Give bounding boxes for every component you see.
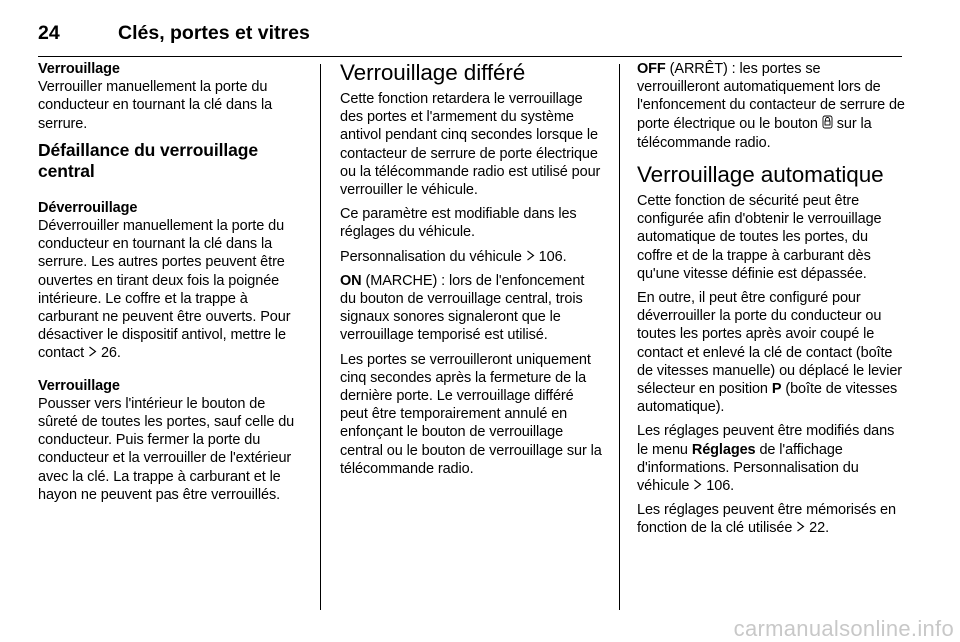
column-divider-2 — [619, 64, 620, 610]
header-rule — [38, 56, 902, 57]
paragraph: ON (MARCHE) : lors de l'enfoncement du bouton de verrouillage central, trois signaux sonores signaleront que le verrouillage temporisé est utilisé. — [340, 272, 585, 344]
paragraph: En outre, il peut être configuré pour déverrouiller la porte du conducteur ou toutes les portes après avoir coupé le contact et enlevé la clé de contact (boîte de vitesses manuelle) ou déplacé le levier sélecteur en position P (boîte de vitesses automatique). — [637, 290, 903, 416]
page-reference[interactable]: 106. — [538, 248, 567, 265]
column-3 — [637, 60, 905, 544]
page-header — [38, 18, 902, 48]
paragraph: OFF (ARRÊT) : les portes se verrouilleront automatiquement lors de l'enfoncement du contacteur de serrure de porte électrique ou le bouton sur la télécommande radio. — [637, 61, 905, 151]
lock-button-icon — [822, 115, 833, 134]
page-title: Clés, portes et vitres — [118, 22, 310, 44]
paragraph: Verrouiller manuellement la porte du conducteur en tournant la clé dans la serrure. — [38, 79, 273, 132]
page-number: 24 — [38, 22, 60, 44]
paragraph: Les portes se verrouilleront uniquement cinq secondes après la fermeture de la dernière porte. Le verrouillage différé peut être temporairement annulé en enfonçant le bouton de verrouillage central ou le bouton de verrouillage sur la télécommande radio. — [340, 351, 602, 477]
page-reference[interactable]: 26. — [100, 345, 121, 362]
gear-position-p: P — [771, 381, 782, 398]
paragraph: Ce paramètre est modifiable dans les réglages du véhicule. — [340, 206, 577, 241]
column-1 — [38, 60, 306, 510]
section-heading-delayed-locking: Verrouillage différé — [340, 60, 526, 85]
paragraph: Pousser vers l'intérieur le bouton de sûreté de toutes les portes, sauf celle du conducteur. Puis fermer la porte du conducteur et la verrouiller de l'extérieur avec la clé. La trappe à carburant et le hayon ne peuvent pas être verrouillés. — [38, 395, 295, 503]
arrow-right-outline-icon — [88, 344, 97, 362]
paragraph: Cette fonction retardera le verrouillage des portes et l'armement du système antivol pendant cinq secondes lorsque le contacteur de serrure de porte électrique ou la télécommande radio est utilisé pour verrouiller le véhicule. — [340, 91, 601, 199]
paragraph: Personnalisation du véhicule 106. — [340, 248, 567, 265]
paragraph: Cette fonction de sécurité peut être configurée afin d'obtenir le verrouillage automatique de toutes les portes, du coffre et de la trappe à carburant dès qu'une vitesse définie est dépassée. — [637, 193, 882, 282]
paragraph: Les réglages peuvent être modifiés dans le menu Réglages de l'affichage d'informations. Personnalisation du véhicule 106. — [637, 423, 895, 495]
column-divider-1 — [320, 64, 321, 610]
column-2 — [340, 60, 604, 484]
menu-name-settings: Réglages — [691, 441, 756, 458]
paragraph: Déverrouiller manuellement la porte du conducteur en tournant la clé dans la serrure. Les autres portes peuvent être ouvertes en tirant deux fois la poignée intérieure. Le coffre et la trappe à carburant ne peuvent être ouverts. Pour désactiver le dispositif antivol, mettre le contact 26. — [38, 218, 291, 362]
page-reference[interactable]: 22. — [809, 520, 830, 537]
paragraph: Les réglages peuvent être mémorisés en fonction de la clé utilisée 22. — [637, 502, 896, 537]
subheading-locking-2: Verrouillage — [38, 377, 120, 394]
arrow-right-outline-icon — [526, 248, 535, 266]
section-heading-central-lock-failure: Défaillance du verrouillage central — [38, 139, 259, 181]
arrow-right-outline-icon — [796, 519, 805, 537]
subheading-locking: Verrouillage — [38, 61, 120, 77]
subheading-unlocking: Déverrouillage — [38, 199, 138, 216]
page-reference[interactable]: 106. — [706, 478, 735, 495]
section-heading-automatic-locking: Verrouillage automatique — [637, 162, 884, 188]
option-label-on: ON — [340, 272, 362, 289]
arrow-right-outline-icon — [693, 477, 702, 495]
option-label-off: OFF — [637, 61, 666, 77]
watermark: carmanualsonline.info — [733, 616, 954, 641]
